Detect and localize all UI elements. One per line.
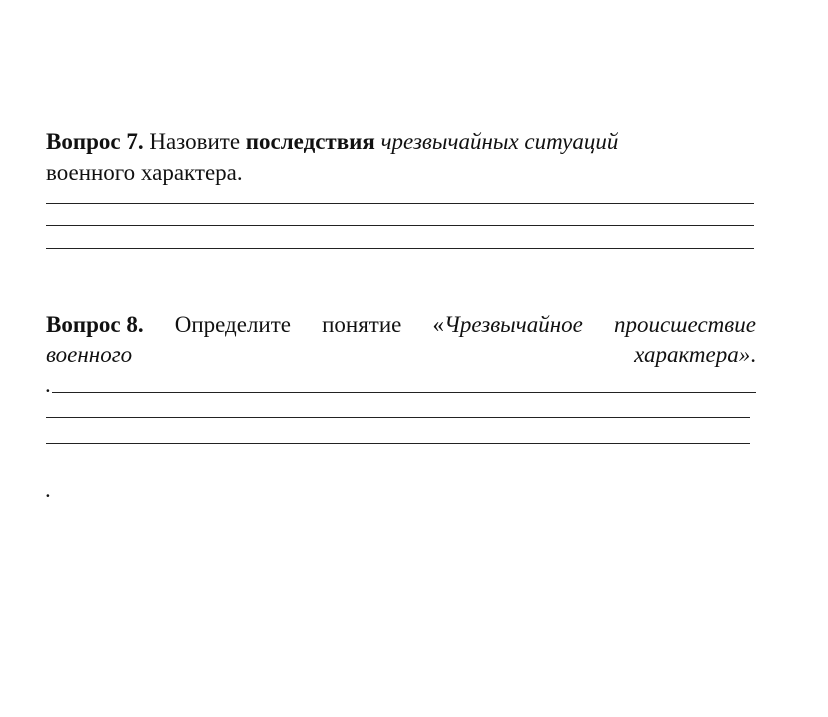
answer-line-8-1[interactable]: [52, 392, 756, 393]
question-8-word-2: понятие: [322, 312, 402, 337]
answer-line-8-2[interactable]: [46, 417, 750, 418]
question-8-italic-3: военного: [46, 342, 133, 367]
question-7-italic-phrase: чрезвычайных ситуаций: [374, 129, 619, 154]
question-7-line-1: [46, 127, 618, 157]
question-8-period: .: [750, 342, 756, 367]
answer-dot-end: .: [45, 477, 51, 502]
question-7-label: Вопрос 7.: [46, 129, 144, 154]
question-8-term-end: [634, 340, 756, 370]
answer-dot-start: .: [45, 372, 51, 397]
question-8-line-2: [46, 340, 756, 370]
answer-line-8-3[interactable]: [46, 443, 750, 444]
question-8-word-1: Определите: [174, 312, 291, 337]
question-8-term-start: [432, 310, 582, 340]
answer-line-7-1[interactable]: [46, 203, 754, 204]
question-8-label: Вопрос 8.: [46, 312, 144, 337]
question-7-bold-word: последствия: [245, 129, 375, 154]
question-8-line-1: [46, 310, 756, 340]
answer-line-7-2[interactable]: [46, 225, 754, 226]
quote-open: «: [432, 312, 444, 337]
answer-line-7-3[interactable]: [46, 248, 754, 249]
question-8-italic-1: Чрезвычайное: [443, 312, 583, 337]
question-7-verb: Назовите: [143, 129, 246, 154]
question-8-italic-4: характера»: [634, 342, 751, 367]
question-7-line-2: военного характера.: [46, 160, 243, 185]
question-8-italic-2: происшествие: [613, 312, 756, 337]
